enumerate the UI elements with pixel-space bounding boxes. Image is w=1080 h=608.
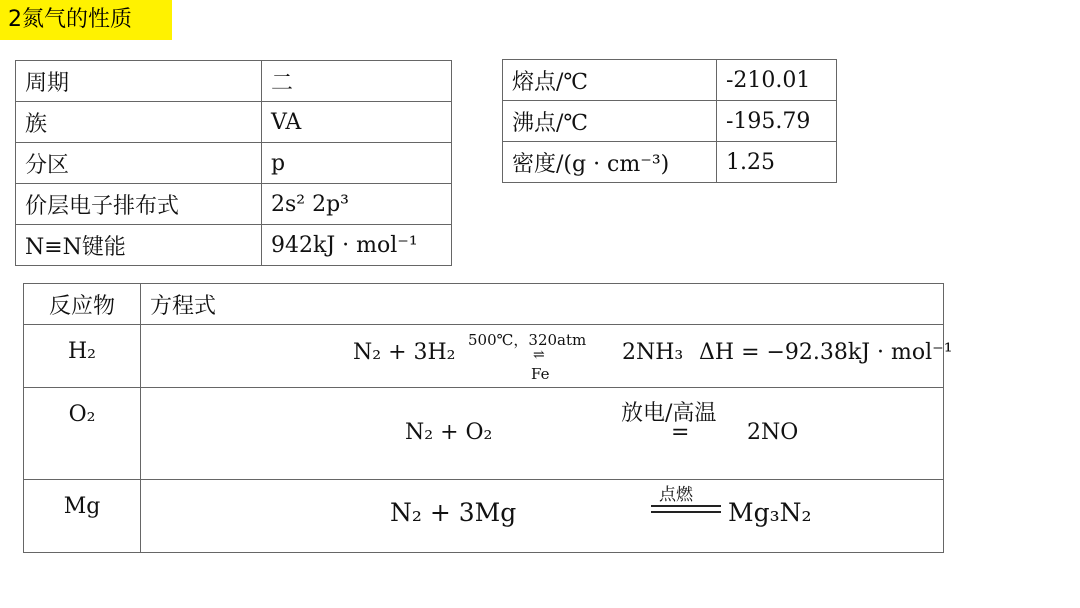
equation-cell [141,480,944,553]
reaction-catalyst: Fe [531,365,550,383]
physical-value: 1.25 [717,142,837,183]
equation-cell [141,325,953,388]
equation-lhs: N₂ + O₂ [405,420,493,445]
reactions-table [23,283,953,553]
equation-rhs: Mg₃N₂ [728,498,812,527]
equation-lhs: N₂ + 3H₂ [353,340,456,365]
reaction-condition: 放电/高温 [621,401,717,426]
table-row [16,143,452,184]
reaction-condition: 点燃 [659,485,693,505]
reactant-cell: O₂ [68,402,96,427]
physical-label: 沸点/℃ [503,101,717,142]
table-row [16,61,452,102]
table-row [503,101,837,142]
property-value: p [262,143,452,184]
property-label: 族 [16,102,262,143]
reactant-header: 反应物 [24,284,141,325]
reactant-cell: Mg [63,494,101,519]
physical-label: 熔点/℃ [503,60,717,101]
table-row [24,480,944,553]
table-row [24,388,944,480]
property-label: 周期 [16,61,262,102]
table-row [503,142,837,183]
slide-title: 2氮气的性质 [0,0,172,40]
equilibrium-arrow-icon: ⇌ [533,347,545,363]
property-label: 分区 [16,143,262,184]
reactant-cell: H₂ [67,339,96,364]
equation-rhs: 2NO [747,420,799,445]
reaction-condition: 500℃，320atm [468,331,587,349]
property-value: VA [262,102,452,143]
property-value: 2s² 2p³ [262,184,452,225]
table-row [24,325,944,388]
table-row [16,225,452,266]
property-label: 价层电子排布式 [16,184,262,225]
property-value: 二 [262,61,452,102]
double-line-arrow-icon [651,505,721,513]
property-value: 942kJ · mol⁻¹ [262,225,452,266]
equation-lhs: N₂ + 3Mg [390,498,517,527]
table-row [16,184,452,225]
table-row [16,102,452,143]
enthalpy-change: ΔH = −92.38kJ · mol⁻¹ [699,340,953,365]
property-label: N≡N键能 [16,225,262,266]
equation-rhs: 2NH₃ [622,340,684,365]
physical-value: -195.79 [717,101,837,142]
equation-header: 方程式 [141,284,944,325]
element-properties-table [15,60,452,266]
table-row [503,60,837,101]
equation-cell [141,388,944,480]
equals-sign-icon: = [671,420,690,445]
physical-properties-table [502,59,837,183]
table-header-row [24,284,944,325]
physical-value: -210.01 [717,60,837,101]
physical-label: 密度/(g · cm⁻³) [503,142,717,183]
